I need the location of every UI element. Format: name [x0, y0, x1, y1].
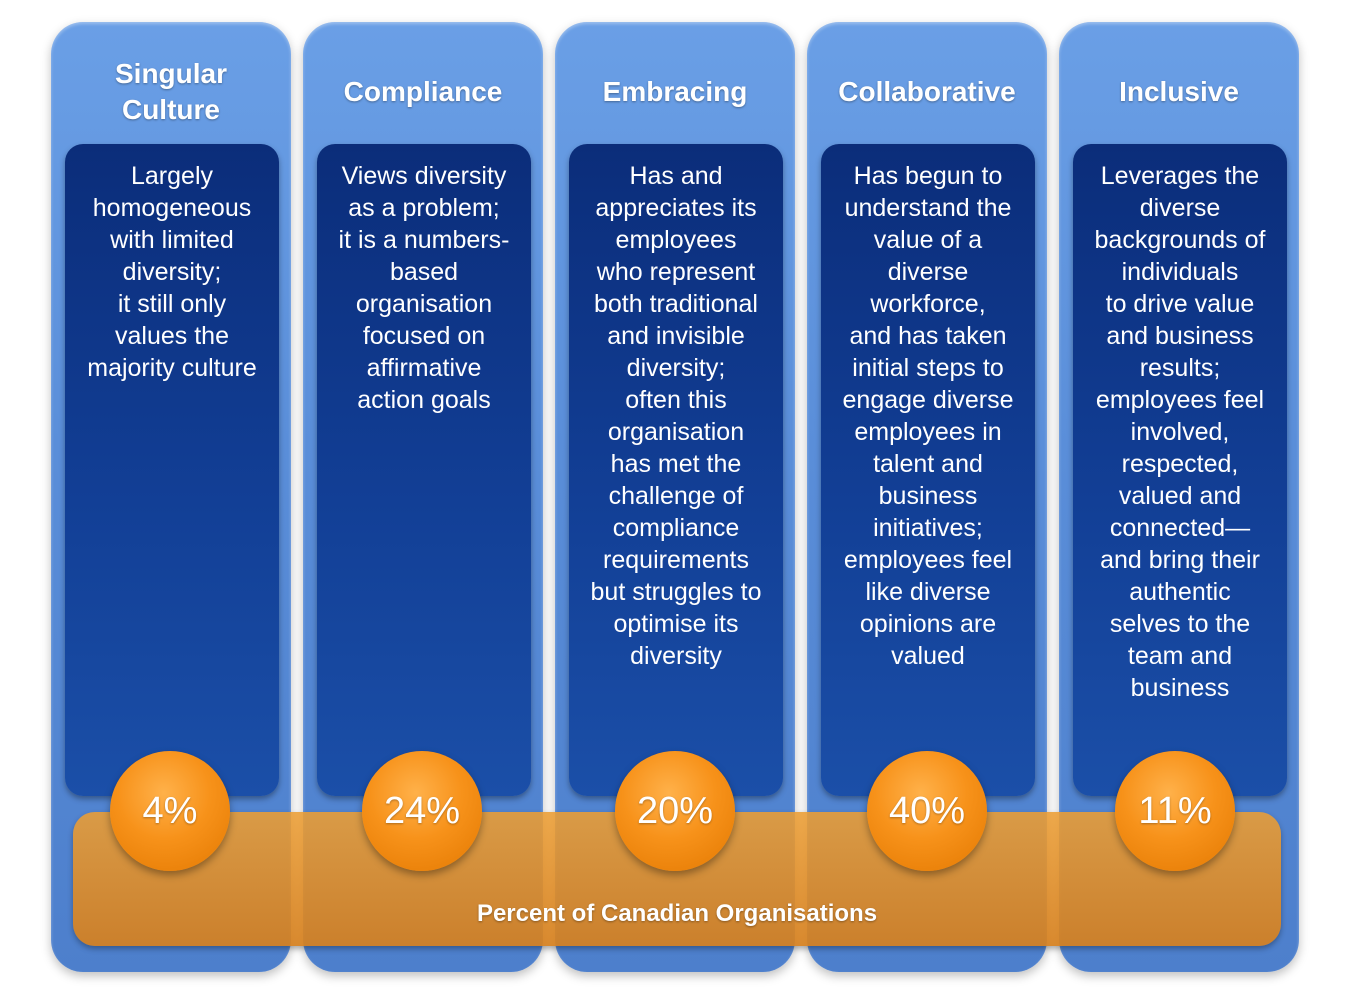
stage-title: Compliance [343, 76, 503, 107]
stage-title: Embracing [602, 76, 748, 107]
percent-bubble-embracing: 20% [615, 751, 735, 871]
percent-bubble-compliance: 24% [362, 751, 482, 871]
stage-title: Singular Culture [114, 58, 227, 125]
stage-description: Leverages the diverse backgrounds of individuals to drive value and business results; employees feel involved, respected, valued and connected— and bring their authentic selves to the team and business [1073, 144, 1287, 796]
stage-description: Views diversity as a problem; it is a numbers- based organisation focused on affirmative action goals [317, 144, 531, 796]
stage-title: Inclusive [1119, 76, 1239, 107]
stage-description: Has begun to understand the value of a diverse workforce, and has taken initial steps to engage diverse employees in talent and business initiatives; employees feel like diverse opinions are valued [821, 144, 1035, 796]
stage-description: Has and appreciates its employees who represent both traditional and invisible diversity; often this organisation has met the challenge of compliance requirements but struggles to optimise its diversity [569, 144, 783, 796]
percent-bubble-singular-culture: 4% [110, 751, 230, 871]
percent-bubble-collaborative: 40% [867, 751, 987, 871]
stage-description: Largely homogeneous with limited diversity; it still only values the majority culture [65, 144, 279, 796]
percent-bubble-inclusive: 11% [1115, 751, 1235, 871]
percent-band-label: Percent of Canadian Organisations [476, 900, 878, 927]
stage-title: Collaborative [838, 76, 1016, 107]
